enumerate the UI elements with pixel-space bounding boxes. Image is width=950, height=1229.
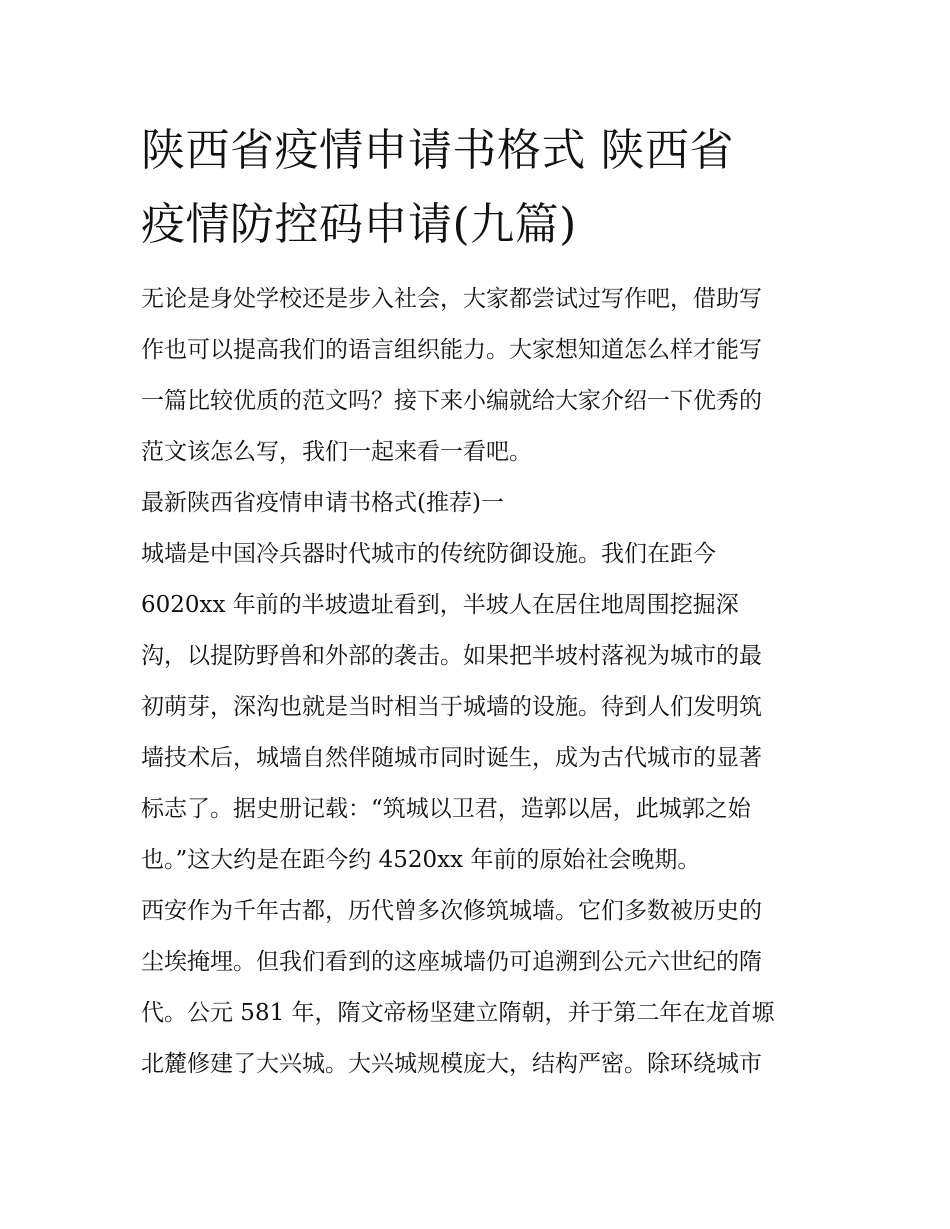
body-line: 北麓修建了大兴城。大兴城规模庞大，结构严密。除环绕城市 <box>141 1051 762 1077</box>
body-line: 代。公元 581 年，隋文帝杨坚建立隋朝，并于第二年在龙首塬 <box>141 1000 775 1026</box>
document-content <box>141 114 821 1090</box>
section-heading: 最新陕西省疫情申请书格式(推荐)一 <box>141 490 504 516</box>
body-line: 墙技术后，城墙自然伴随城市同时诞生，成为古代城市的显著 <box>141 745 762 771</box>
body-line: 城墙是中国冷兵器时代城市的传统防御设施。我们在距今 <box>141 541 716 567</box>
body-line: 标志了。据史册记载：“筑城以卫君，造郭以居，此城郭之始 <box>141 796 751 822</box>
title-line-2: 疫情防控码申请(九篇) <box>141 199 577 250</box>
body-line: 作也可以提高我们的语言组织能力。大家想知道怎么样才能写 <box>141 337 762 363</box>
body-line: 也。”这大约是在距今约 4520xx 年前的原始社会晚期。 <box>141 847 701 873</box>
body-line: 西安作为千年古都，历代曾多次修筑城墙。它们多数被历史的 <box>141 898 762 924</box>
body-line: 范文该怎么写，我们一起来看一看吧。 <box>141 439 532 465</box>
body-line: 沟，以提防野兽和外部的袭击。如果把半坡村落视为城市的最 <box>141 643 762 669</box>
body-line: 无论是身处学校还是步入社会，大家都尝试过写作吧，借助写 <box>141 286 762 312</box>
body-line: 初萌芽，深沟也就是当时相当于城墙的设施。待到人们发明筑 <box>141 694 762 720</box>
document-title <box>141 114 821 262</box>
document-body <box>141 274 821 1090</box>
body-line: 一篇比较优质的范文吗？接下来小编就给大家介绍一下优秀的 <box>141 388 762 414</box>
body-line: 6020xx 年前的半坡遗址看到，半坡人在居住地周围挖掘深 <box>141 592 739 618</box>
body-line: 尘埃掩埋。但我们看到的这座城墙仍可追溯到公元六世纪的隋 <box>141 949 762 975</box>
title-line-1: 陕西省疫情申请书格式 陕西省 <box>141 125 734 176</box>
